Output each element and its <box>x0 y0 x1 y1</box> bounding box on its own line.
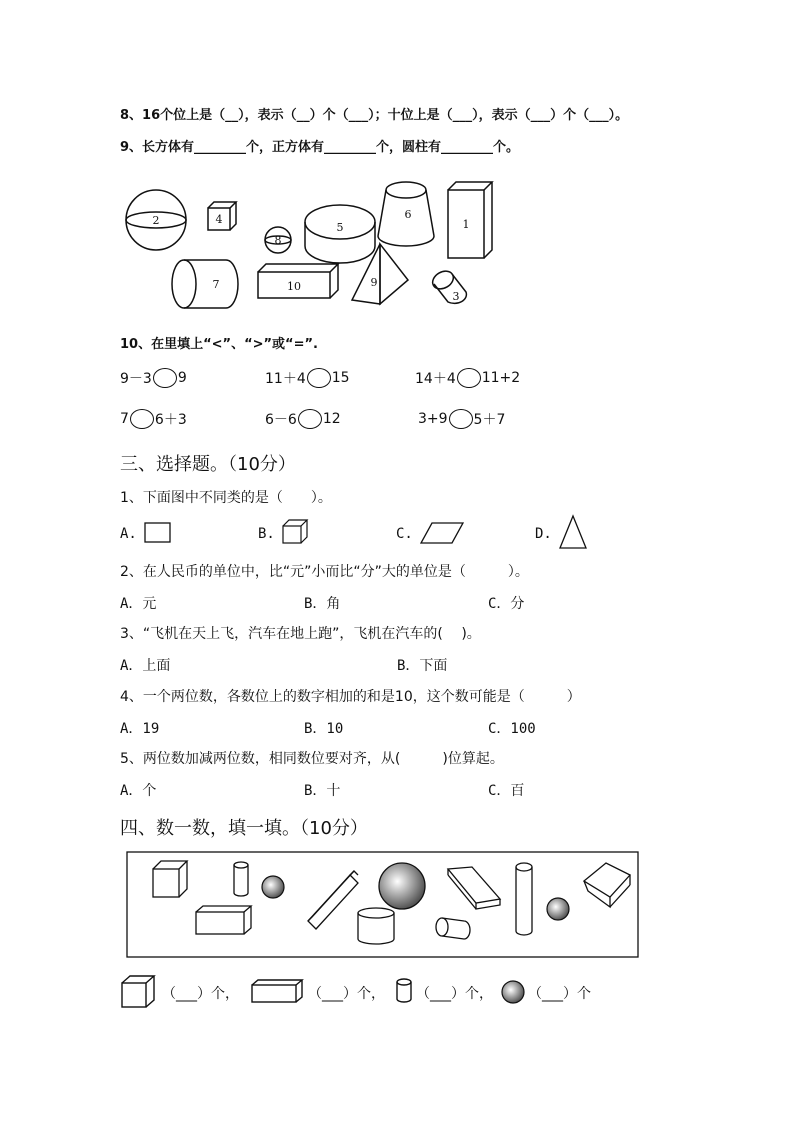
parallelogram-icon <box>420 522 464 544</box>
cuboid-icon <box>196 906 251 934</box>
expr-left: 3+9 <box>418 411 448 427</box>
expr-right: 11+2 <box>481 370 521 386</box>
tall-cuboid-icon <box>448 182 492 258</box>
expr-right: 12 <box>322 411 341 427</box>
compare-circle[interactable] <box>153 368 177 388</box>
compare-circle[interactable] <box>449 409 473 429</box>
shape-label: 2 <box>152 214 160 227</box>
shape-label: 4 <box>215 213 223 226</box>
expr-left: 11＋4 <box>265 371 306 387</box>
shape-label: 9 <box>370 276 378 289</box>
wide-cylinder-icon <box>305 205 375 263</box>
choice-question-1: 1、下面图中不同类的是（ ）。 <box>120 490 332 506</box>
section-4-title: 四、数一数，填一填。（10分） <box>120 818 368 839</box>
cylinder-icon <box>394 977 414 1005</box>
expr-right: 15 <box>331 370 350 386</box>
expr-left: 14＋4 <box>415 371 456 387</box>
cylinder-icon <box>516 863 532 935</box>
option-b[interactable]: B．角 <box>304 596 341 612</box>
shape-label: 1 <box>462 218 470 231</box>
cylinder-icon <box>234 862 248 896</box>
option-c[interactable]: C．100 <box>488 721 536 737</box>
rectangle-icon <box>144 522 172 544</box>
choice-question-5: 5、两位数加减两位数，相同数位要对齐，从( )位算起。 <box>120 751 504 767</box>
counting-shapes-box <box>126 851 640 959</box>
shape-label: 5 <box>336 221 344 234</box>
compare-expression <box>418 409 505 429</box>
cylinder-count-answer[interactable]: （___）个， <box>416 986 493 1002</box>
shape-label: 6 <box>404 208 412 221</box>
lying-cylinder-icon <box>172 260 238 308</box>
option-b[interactable]: B．十 <box>304 783 341 799</box>
cuboid-icon <box>308 871 358 929</box>
cube-icon <box>282 519 310 545</box>
compare-expression <box>120 409 187 429</box>
compare-circle[interactable] <box>298 409 322 429</box>
expr-right: 5＋7 <box>473 412 506 428</box>
option-d[interactable]: D. <box>535 526 552 542</box>
compare-expression <box>415 368 520 388</box>
option-a[interactable]: A．个 <box>120 783 157 799</box>
shape-label: 7 <box>212 278 220 291</box>
shape-label: 3 <box>452 290 460 303</box>
choice-question-4: 4、一个两位数，各数位上的数字相加的和是10，这个数可能是（ ） <box>120 689 581 705</box>
option-c[interactable]: C．百 <box>488 783 525 799</box>
option-a[interactable]: A. <box>120 526 137 542</box>
ball-icon <box>262 876 284 898</box>
ball-count-answer[interactable]: （___）个 <box>528 986 591 1002</box>
ball-icon <box>500 979 526 1005</box>
compare-expression <box>120 368 187 388</box>
ball-icon <box>547 898 569 920</box>
cube-icon <box>584 863 630 907</box>
option-b[interactable]: B．10 <box>304 721 344 737</box>
ball-icon <box>379 863 425 909</box>
small-cylinder-icon <box>429 268 466 304</box>
option-a[interactable]: A．19 <box>120 721 160 737</box>
compare-circle[interactable] <box>307 368 331 388</box>
expr-right: 9 <box>177 370 187 386</box>
compare-expression <box>265 409 341 429</box>
question-10: 10、在里填上“<”、“>”或“=”. <box>120 337 318 352</box>
option-c[interactable]: C．分 <box>488 596 525 612</box>
option-a[interactable]: A．上面 <box>120 658 171 674</box>
expr-left: 7 <box>120 411 129 427</box>
question-8: 8、16个位上是（__），表示（__）个（___）；十位上是（___），表示（___）个（___）。 <box>120 108 629 123</box>
expr-right: 6＋3 <box>154 412 187 428</box>
question-9: 9、长方体有________个，正方体有________个，圆柱有________个。 <box>120 140 520 155</box>
option-c[interactable]: C. <box>396 526 413 542</box>
choice-question-2: 2、在人民币的单位中，比“元”小而比“分”大的单位是（ ）。 <box>120 564 529 580</box>
cube-count-answer[interactable]: （___）个， <box>162 986 239 1002</box>
pyramid-icon <box>352 244 408 304</box>
choice-question-3: 3、“飞机在天上飞，汽车在地上跑”，飞机在汽车的( )。 <box>120 626 481 642</box>
option-b[interactable]: B. <box>258 526 275 542</box>
expr-left: 9－3 <box>120 371 152 387</box>
cuboid-icon <box>250 978 304 1004</box>
cylinder-icon <box>436 918 470 939</box>
cube-icon <box>153 861 187 897</box>
cylinder-icon <box>358 908 394 944</box>
cuboid-count-answer[interactable]: （___）个， <box>308 986 385 1002</box>
compare-expression <box>265 368 350 388</box>
solid-shapes-figure <box>118 176 508 316</box>
option-a[interactable]: A．元 <box>120 596 157 612</box>
section-3-title: 三、选择题。（10分） <box>120 454 296 475</box>
option-b[interactable]: B．下面 <box>397 658 448 674</box>
compare-circle[interactable] <box>457 368 481 388</box>
shape-label: 10 <box>287 280 301 293</box>
compare-circle[interactable] <box>130 409 154 429</box>
expr-left: 6－6 <box>265 412 297 428</box>
cube-icon <box>120 974 158 1008</box>
shape-label: 8 <box>274 234 282 247</box>
cuboid-icon <box>448 867 500 909</box>
triangle-icon <box>558 514 588 550</box>
